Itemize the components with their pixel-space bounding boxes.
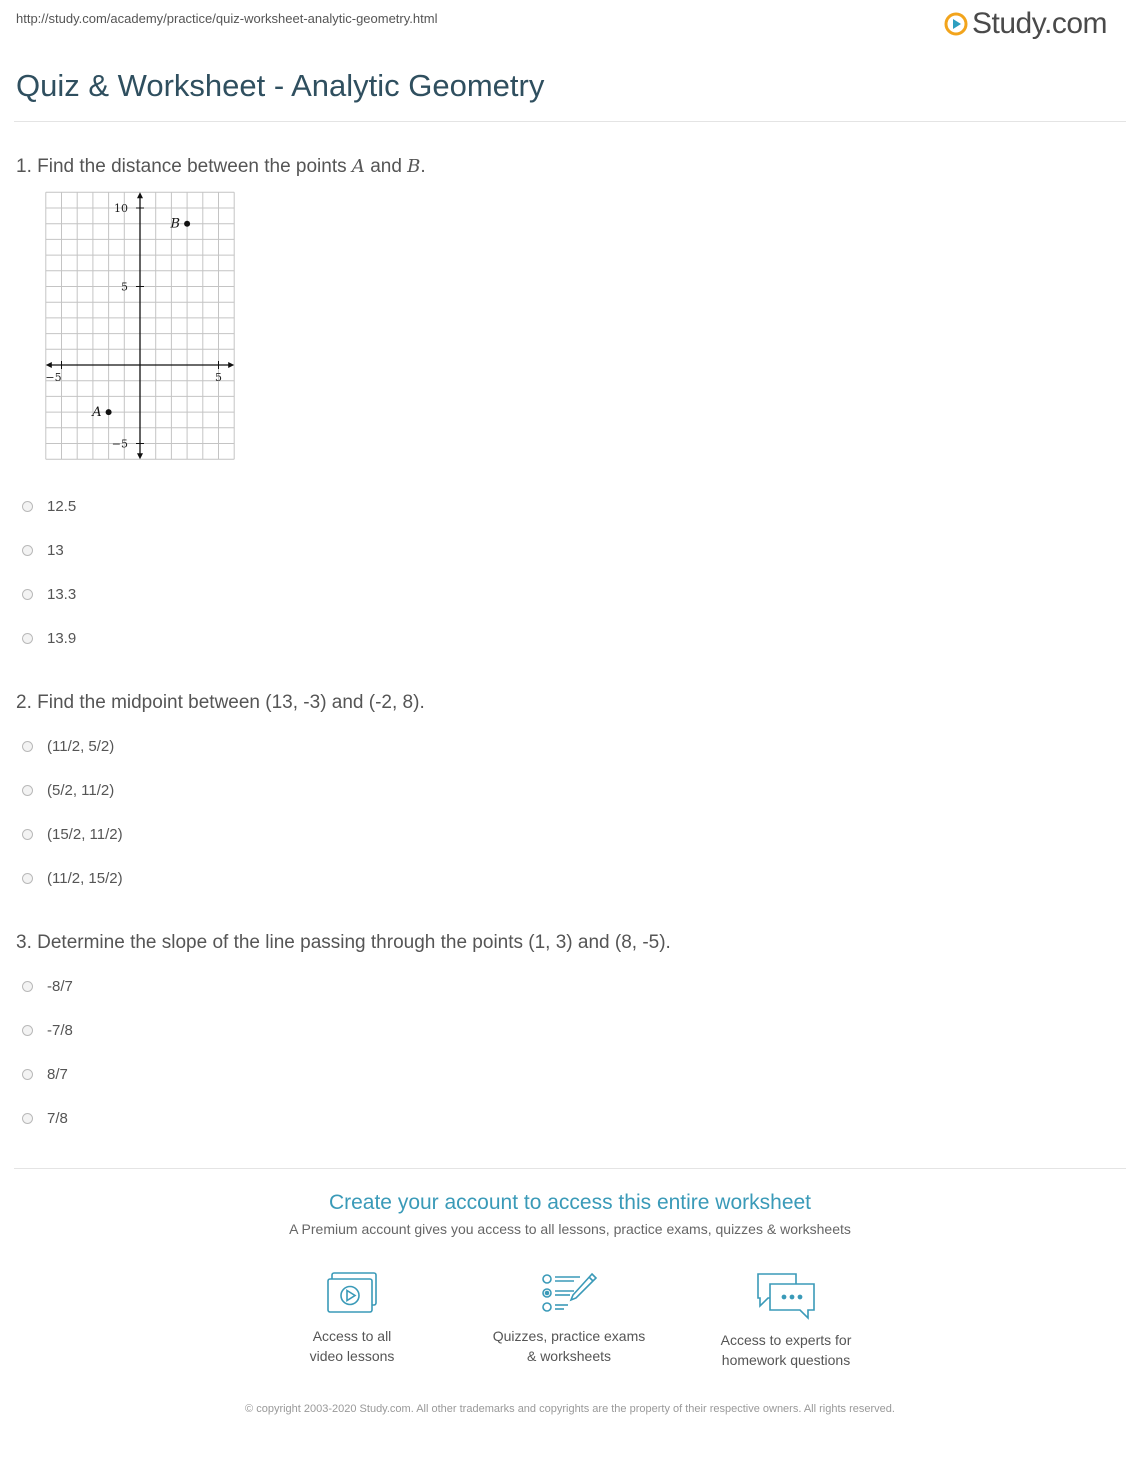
- answer-option[interactable]: [22, 586, 76, 603]
- question-text: Find the distance between the points: [37, 156, 347, 177]
- x-axis-arrow: [46, 362, 52, 368]
- question-number: 3.: [16, 932, 32, 953]
- y-tick-label: 5: [121, 280, 128, 294]
- quiz-checklist-icon: [540, 1270, 598, 1316]
- logo-text: Study.com: [972, 7, 1107, 40]
- y-axis-arrow: [137, 453, 143, 459]
- option-label: (5/2, 11/2): [47, 782, 115, 799]
- option-label: 7/8: [47, 1110, 68, 1127]
- radio-button[interactable]: [22, 873, 33, 884]
- radio-button[interactable]: [22, 545, 33, 556]
- x-axis-arrow: [228, 362, 234, 368]
- question-3: [16, 932, 671, 954]
- answer-option[interactable]: [22, 630, 76, 647]
- point-label-a: A: [351, 156, 365, 177]
- feature-quizzes: [469, 1270, 669, 1366]
- question-number: 2.: [16, 692, 32, 713]
- y-axis-arrow: [137, 192, 143, 198]
- feature-experts: [686, 1270, 886, 1370]
- copyright-notice: © copyright 2003-2020 Study.com. All other trademarks and copyrights are the property of their respective owners. All rights reserved.: [245, 1403, 895, 1415]
- feature-label: Quizzes, practice exams & worksheets: [492, 1328, 646, 1364]
- promo-subtitle: A Premium account gives you access to all lessons, practice exams, quizzes & worksheets: [289, 1221, 851, 1237]
- question-text: .: [420, 156, 426, 177]
- radio-button[interactable]: [22, 501, 33, 512]
- coordinate-graph: [40, 190, 240, 468]
- option-label: (11/2, 15/2): [47, 870, 123, 887]
- radio-button[interactable]: [22, 981, 33, 992]
- radio-button[interactable]: [22, 741, 33, 752]
- option-label: (11/2, 5/2): [47, 738, 115, 755]
- question-text: Find the midpoint between (13, -3) and (-2, 8).: [37, 692, 425, 713]
- answer-option[interactable]: [22, 826, 123, 843]
- answer-option[interactable]: [22, 978, 73, 995]
- page-title: Quiz & Worksheet - Analytic Geometry: [16, 68, 545, 103]
- page-url: http://study.com/academy/practice/quiz-worksheet-analytic-geometry.html: [16, 11, 438, 26]
- question-text: Determine the slope of the line passing through the points (1, 3) and (8, -5).: [37, 932, 671, 953]
- point-label: B: [170, 216, 181, 232]
- video-lessons-icon: [325, 1270, 379, 1316]
- header-divider: [14, 121, 1126, 122]
- answer-option[interactable]: [22, 738, 114, 755]
- x-tick-label: −5: [45, 371, 62, 384]
- x-tick-label: 5: [215, 371, 222, 384]
- question-text: and: [370, 156, 402, 177]
- option-label: -8/7: [47, 978, 73, 995]
- answer-option[interactable]: [22, 1110, 68, 1127]
- option-label: 13: [47, 542, 64, 559]
- option-label: 8/7: [47, 1066, 68, 1083]
- answer-option[interactable]: [22, 870, 123, 887]
- radio-button[interactable]: [22, 589, 33, 600]
- create-account-link[interactable]: Create your account to access this entire worksheet: [328, 1191, 812, 1214]
- promo-divider: [14, 1168, 1126, 1169]
- chat-bubbles-icon: [754, 1270, 818, 1320]
- feature-label: Access to all video lessons: [309, 1328, 395, 1364]
- point-label-b: B: [407, 156, 421, 177]
- option-label: 13.3: [47, 586, 77, 603]
- radio-button[interactable]: [22, 1069, 33, 1080]
- data-point: [184, 221, 190, 227]
- option-label: -7/8: [47, 1022, 73, 1039]
- answer-option[interactable]: [22, 498, 76, 515]
- option-label: 13.9: [47, 630, 77, 647]
- play-circle-icon: [944, 12, 968, 36]
- point-label: A: [92, 405, 102, 421]
- radio-button[interactable]: [22, 633, 33, 644]
- answer-option[interactable]: [22, 1066, 68, 1083]
- radio-button[interactable]: [22, 1025, 33, 1036]
- answer-option[interactable]: [22, 542, 64, 559]
- radio-button[interactable]: [22, 829, 33, 840]
- radio-button[interactable]: [22, 785, 33, 796]
- option-label: (15/2, 11/2): [47, 826, 123, 843]
- data-point: [106, 409, 112, 415]
- study-logo[interactable]: [944, 6, 1107, 42]
- answer-option[interactable]: [22, 1022, 73, 1039]
- radio-button[interactable]: [22, 1113, 33, 1124]
- question-2: [16, 692, 425, 714]
- y-tick-label: −5: [111, 437, 128, 451]
- feature-video-lessons: [252, 1270, 452, 1366]
- question-number: 1.: [16, 156, 32, 177]
- question-1: [16, 156, 426, 178]
- y-tick-label: 10: [114, 202, 128, 215]
- feature-label: Access to experts for homework questions: [720, 1332, 852, 1368]
- option-label: 12.5: [47, 498, 77, 515]
- answer-option[interactable]: [22, 782, 114, 799]
